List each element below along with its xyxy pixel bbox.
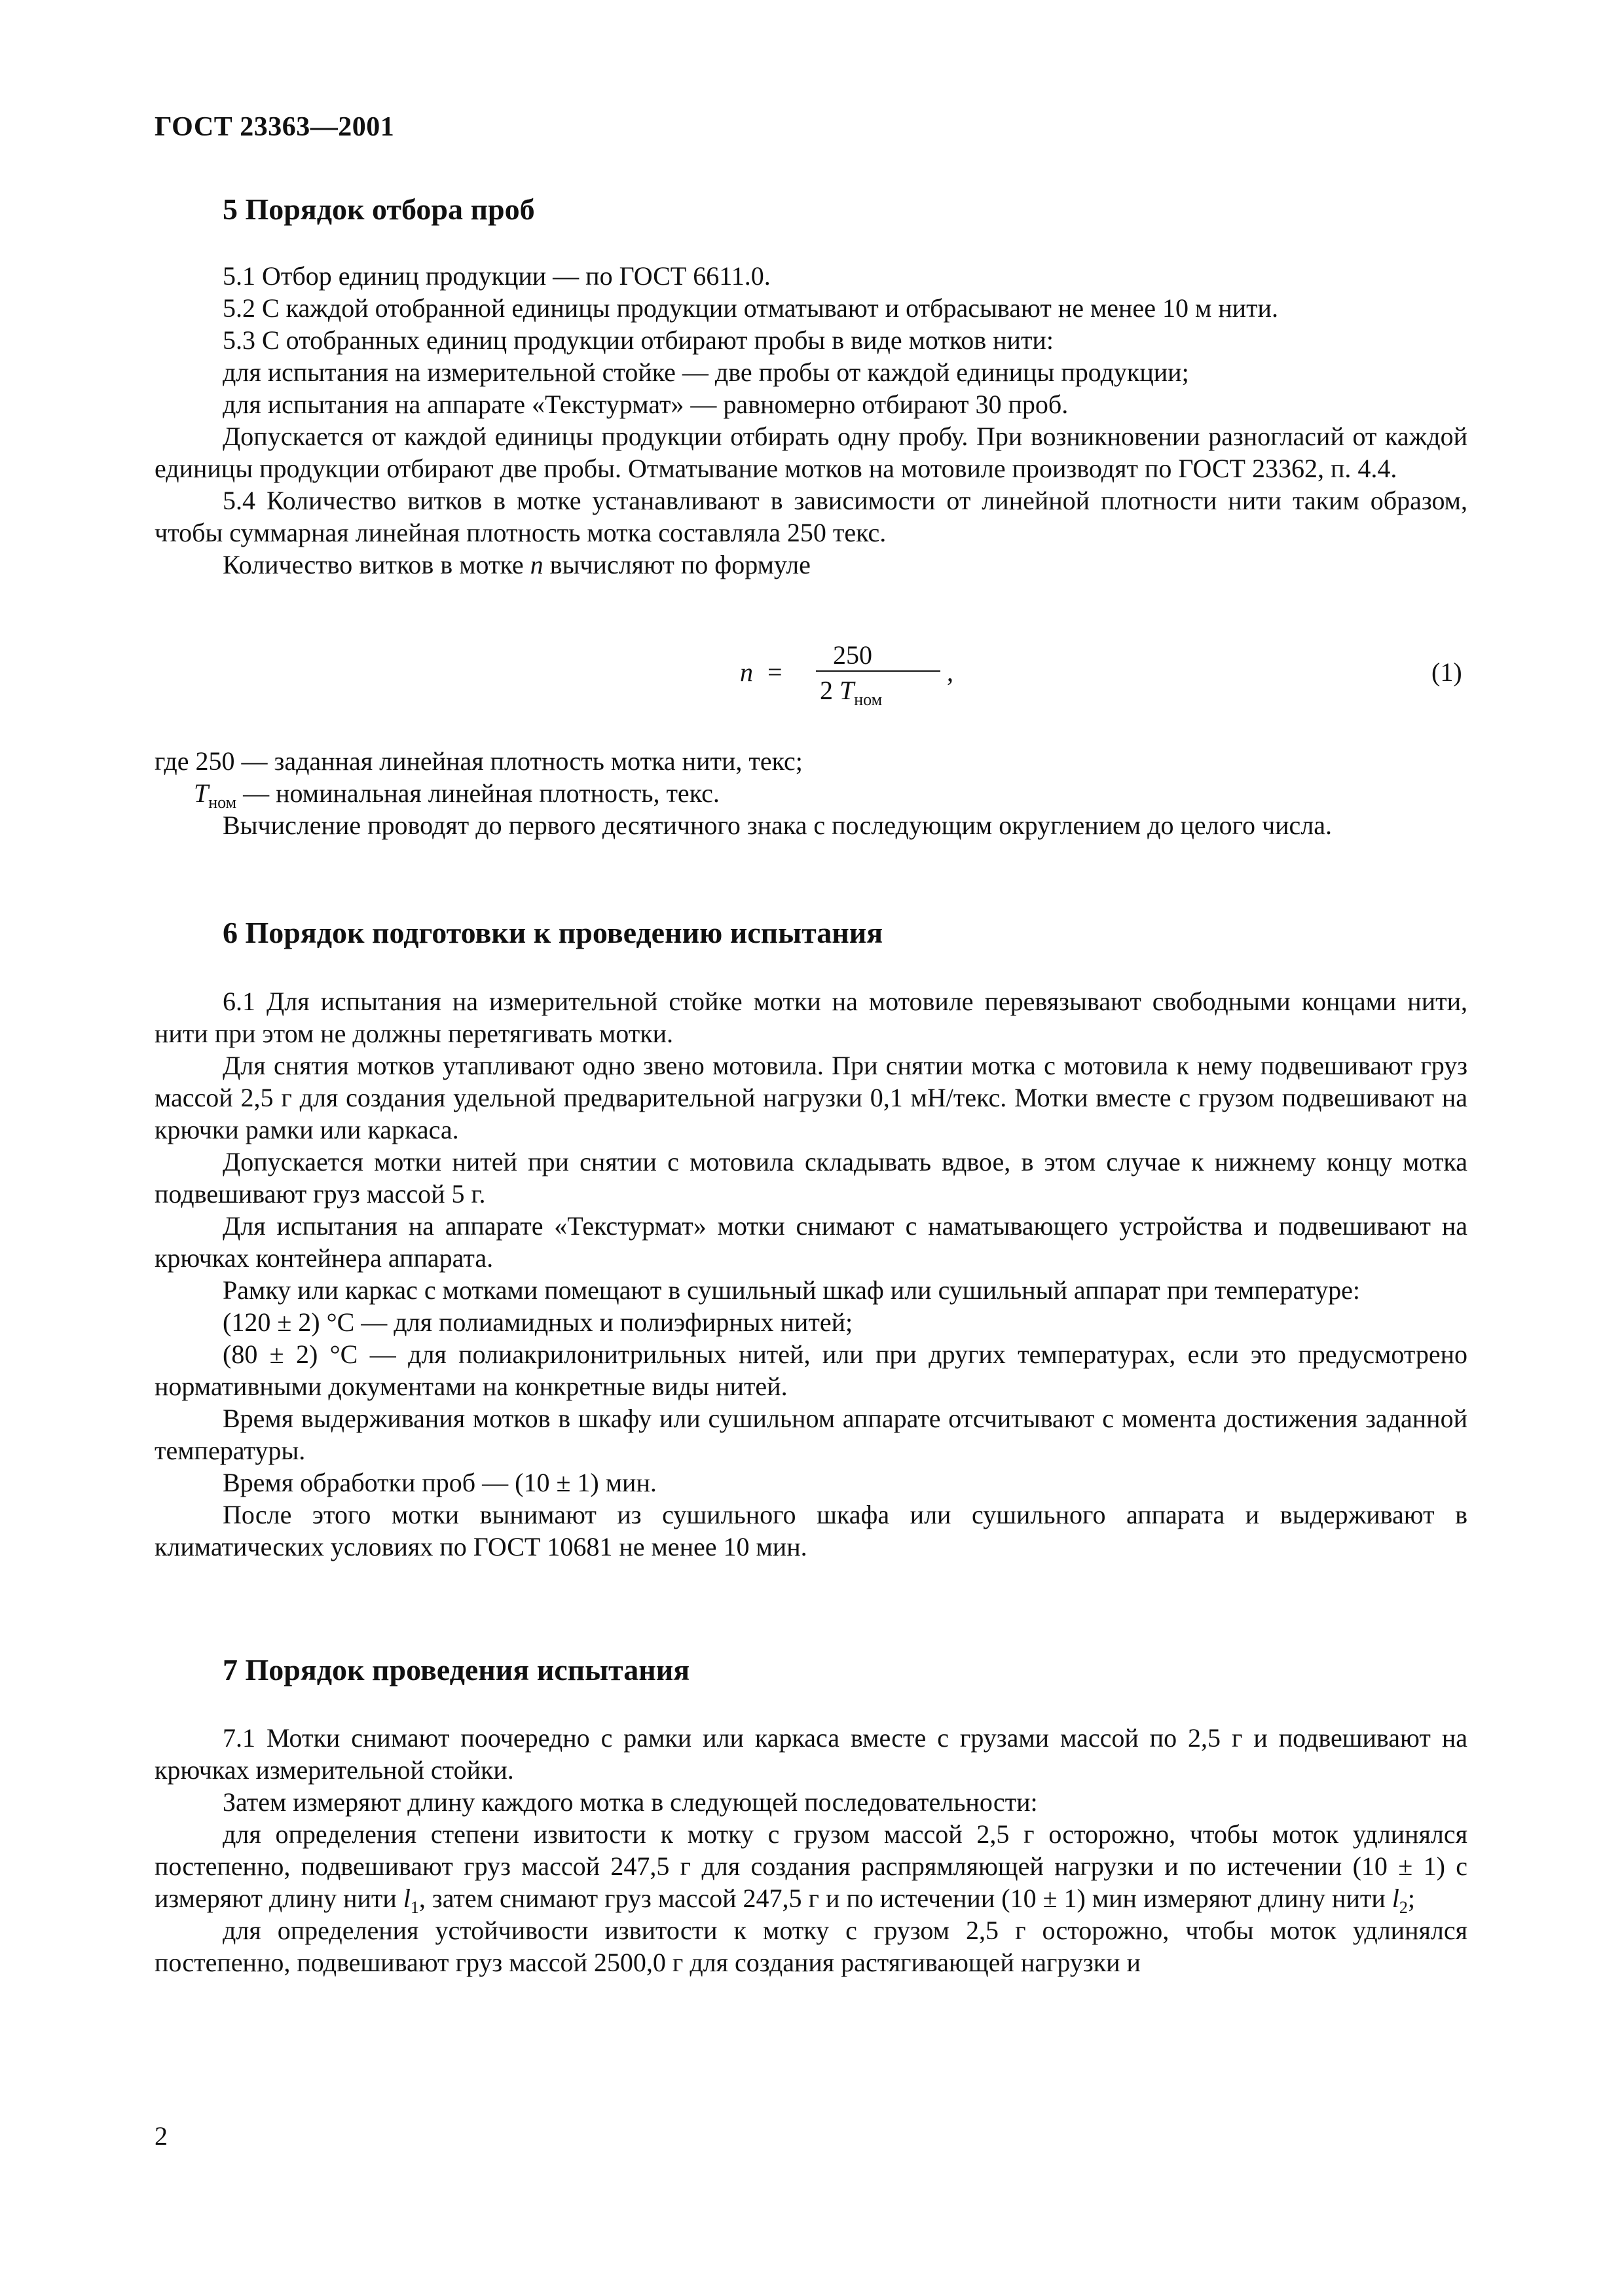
section-5-body-top [155, 260, 1467, 581]
paragraph-6-1-c: Допускается мотки нитей при снятии с мотовила складывать вдвое, в этом случае к нижнему концу мотка подвешивают груз массой 5 г. [155, 1147, 1467, 1209]
formula-1 [733, 639, 953, 718]
paragraph-7-1-b: Затем измеряют длину каждого мотка в следующей последовательности: [223, 1787, 1038, 1817]
document-header: ГОСТ 23363—2001 [155, 112, 395, 142]
formula-comma: , [947, 657, 953, 687]
section-6-heading: 6 Порядок подготовки к проведению испытания [223, 916, 883, 949]
section-6-body [155, 985, 1467, 1563]
paragraph-7-1: 7.1 Мотки снимают поочередно с рамки или каркаса вместе с грузами массой по 2,5 г и подвешивают на крючках измерительной стойки. [155, 1723, 1467, 1785]
paragraph-5-3-item-2: для испытания на аппарате «Текстурмат» — равномерно отбирают 30 проб. [223, 390, 1069, 419]
paragraph-7-1-d: для определения устойчивости извитости к мотку с грузом 2,5 г осторожно, чтобы моток удлинялся постепенно, подвешивают груз массой 2500,0 г для создания растягивающей нагрузки и [155, 1916, 1467, 1977]
paragraph-5-4-rounding: Вычисление проводят до первого десятичного знака с последующим округлением до целого числа. [223, 811, 1332, 840]
paragraph-6-1-temp-2: (80 ± 2) °С — для полиакрилонитрильных нитей, или при других температурах, если это предусмотрено нормативными документами на конкретные виды нитей. [155, 1339, 1467, 1401]
paragraph-5-4-formula-intro: Количество витков в мотке n вычисляют по формуле [223, 550, 811, 579]
formula-denominator: 2 $T_{ном}$ [820, 676, 883, 709]
paragraph-5-1: 5.1 Отбор единиц продукции — по ГОСТ 6611.0. [223, 261, 771, 291]
paragraph-6-1-b: Для снятия мотков утапливают одно звено мотовила. При снятии мотка с мотовила к нему подвешивают груз массой 2,5 г для создания удельной предварительной нагрузки 0,1 мН/текс. Мотки вместе с грузом подвешивают на крючки рамки или каркаса. [155, 1051, 1467, 1144]
section-5-body-bottom [155, 745, 1467, 841]
paragraph-5-4: 5.4 Количество витков в мотке устанавливают в зависимости от линейной плотности нити таким образом, чтобы суммарная линейная плотность мотка составляла 250 текс. [155, 486, 1467, 547]
paragraph-6-1-f: Время выдерживания мотков в шкафу или сушильном аппарате отсчитывают с момента достижения заданной температуры. [155, 1404, 1467, 1465]
paragraph-5-3-item-1: для испытания на измерительной стойке — две пробы от каждой единицы продукции; [223, 357, 1189, 387]
section-5-heading: 5 Порядок отбора проб [223, 192, 535, 226]
paragraph-6-1-e: Рамку или каркас с мотками помещают в сушильный шкаф или сушильный аппарат при температуре: [223, 1275, 1360, 1305]
formula-fraction-bar [816, 670, 940, 672]
section-7-body [155, 1722, 1467, 1978]
paragraph-5-2: 5.2 С каждой отобранной единицы продукции отматывают и отбрасывают не менее 10 м нити. [223, 293, 1278, 323]
paragraph-5-3: 5.3 С отобранных единиц продукции отбирают пробы в виде мотков нити: [223, 325, 1054, 355]
formula-numerator: 250 [833, 640, 872, 670]
formula-where-2: $T_{ном}$ — номинальная линейная плотность, текс. [194, 778, 720, 812]
paragraph-6-1-h: После этого мотки вынимают из сушильного шкафа или сушильного аппарата и выдерживают в климатических условиях по ГОСТ 10681 не менее 10 мин. [155, 1500, 1467, 1561]
formula-where-1: где 250 — заданная линейная плотность мотка нити, текс; [155, 746, 803, 776]
formula-lhs: n [740, 657, 753, 687]
paragraph-6-1: 6.1 Для испытания на измерительной стойке мотки на мотовиле перевязывают свободными концами нити, нити при этом не должны перетягивать мотки. [155, 987, 1467, 1048]
paragraph-5-3-note: Допускается от каждой единицы продукции отбирать одну пробу. При возникновении разногласий от каждой единицы продукции отбирают две пробы. Отматывание мотков на мотовиле производят по ГОСТ 23362, п. 4.4. [155, 422, 1467, 483]
formula-equals: = [767, 657, 783, 687]
page-number: 2 [155, 2121, 168, 2151]
section-7-heading: 7 Порядок проведения испытания [223, 1653, 690, 1686]
paragraph-6-1-temp-1: (120 ± 2) °С — для полиамидных и полиэфирных нитей; [223, 1307, 853, 1337]
paragraph-7-1-c: для определения степени извитости к мотку с грузом массой 2,5 г осторожно, чтобы моток удлинялся постепенно, подвешивают груз массой 247,5 г для создания распрямляющей нагрузки и по истечении (10 ± 1) с измеряют длину нити $l_1$, затем снимают груз массой 247,5 г и по истечении (10 ± 1) мин измеряют длину нити $l_2$; [155, 1819, 1467, 1917]
paragraph-6-1-d: Для испытания на аппарате «Текстурмат» мотки снимают с наматывающего устройства и подвешивают на крючках контейнера аппарата. [155, 1211, 1467, 1273]
formula-number: (1) [1431, 657, 1462, 687]
paragraph-6-1-g: Время обработки проб — (10 ± 1) мин. [223, 1468, 657, 1497]
